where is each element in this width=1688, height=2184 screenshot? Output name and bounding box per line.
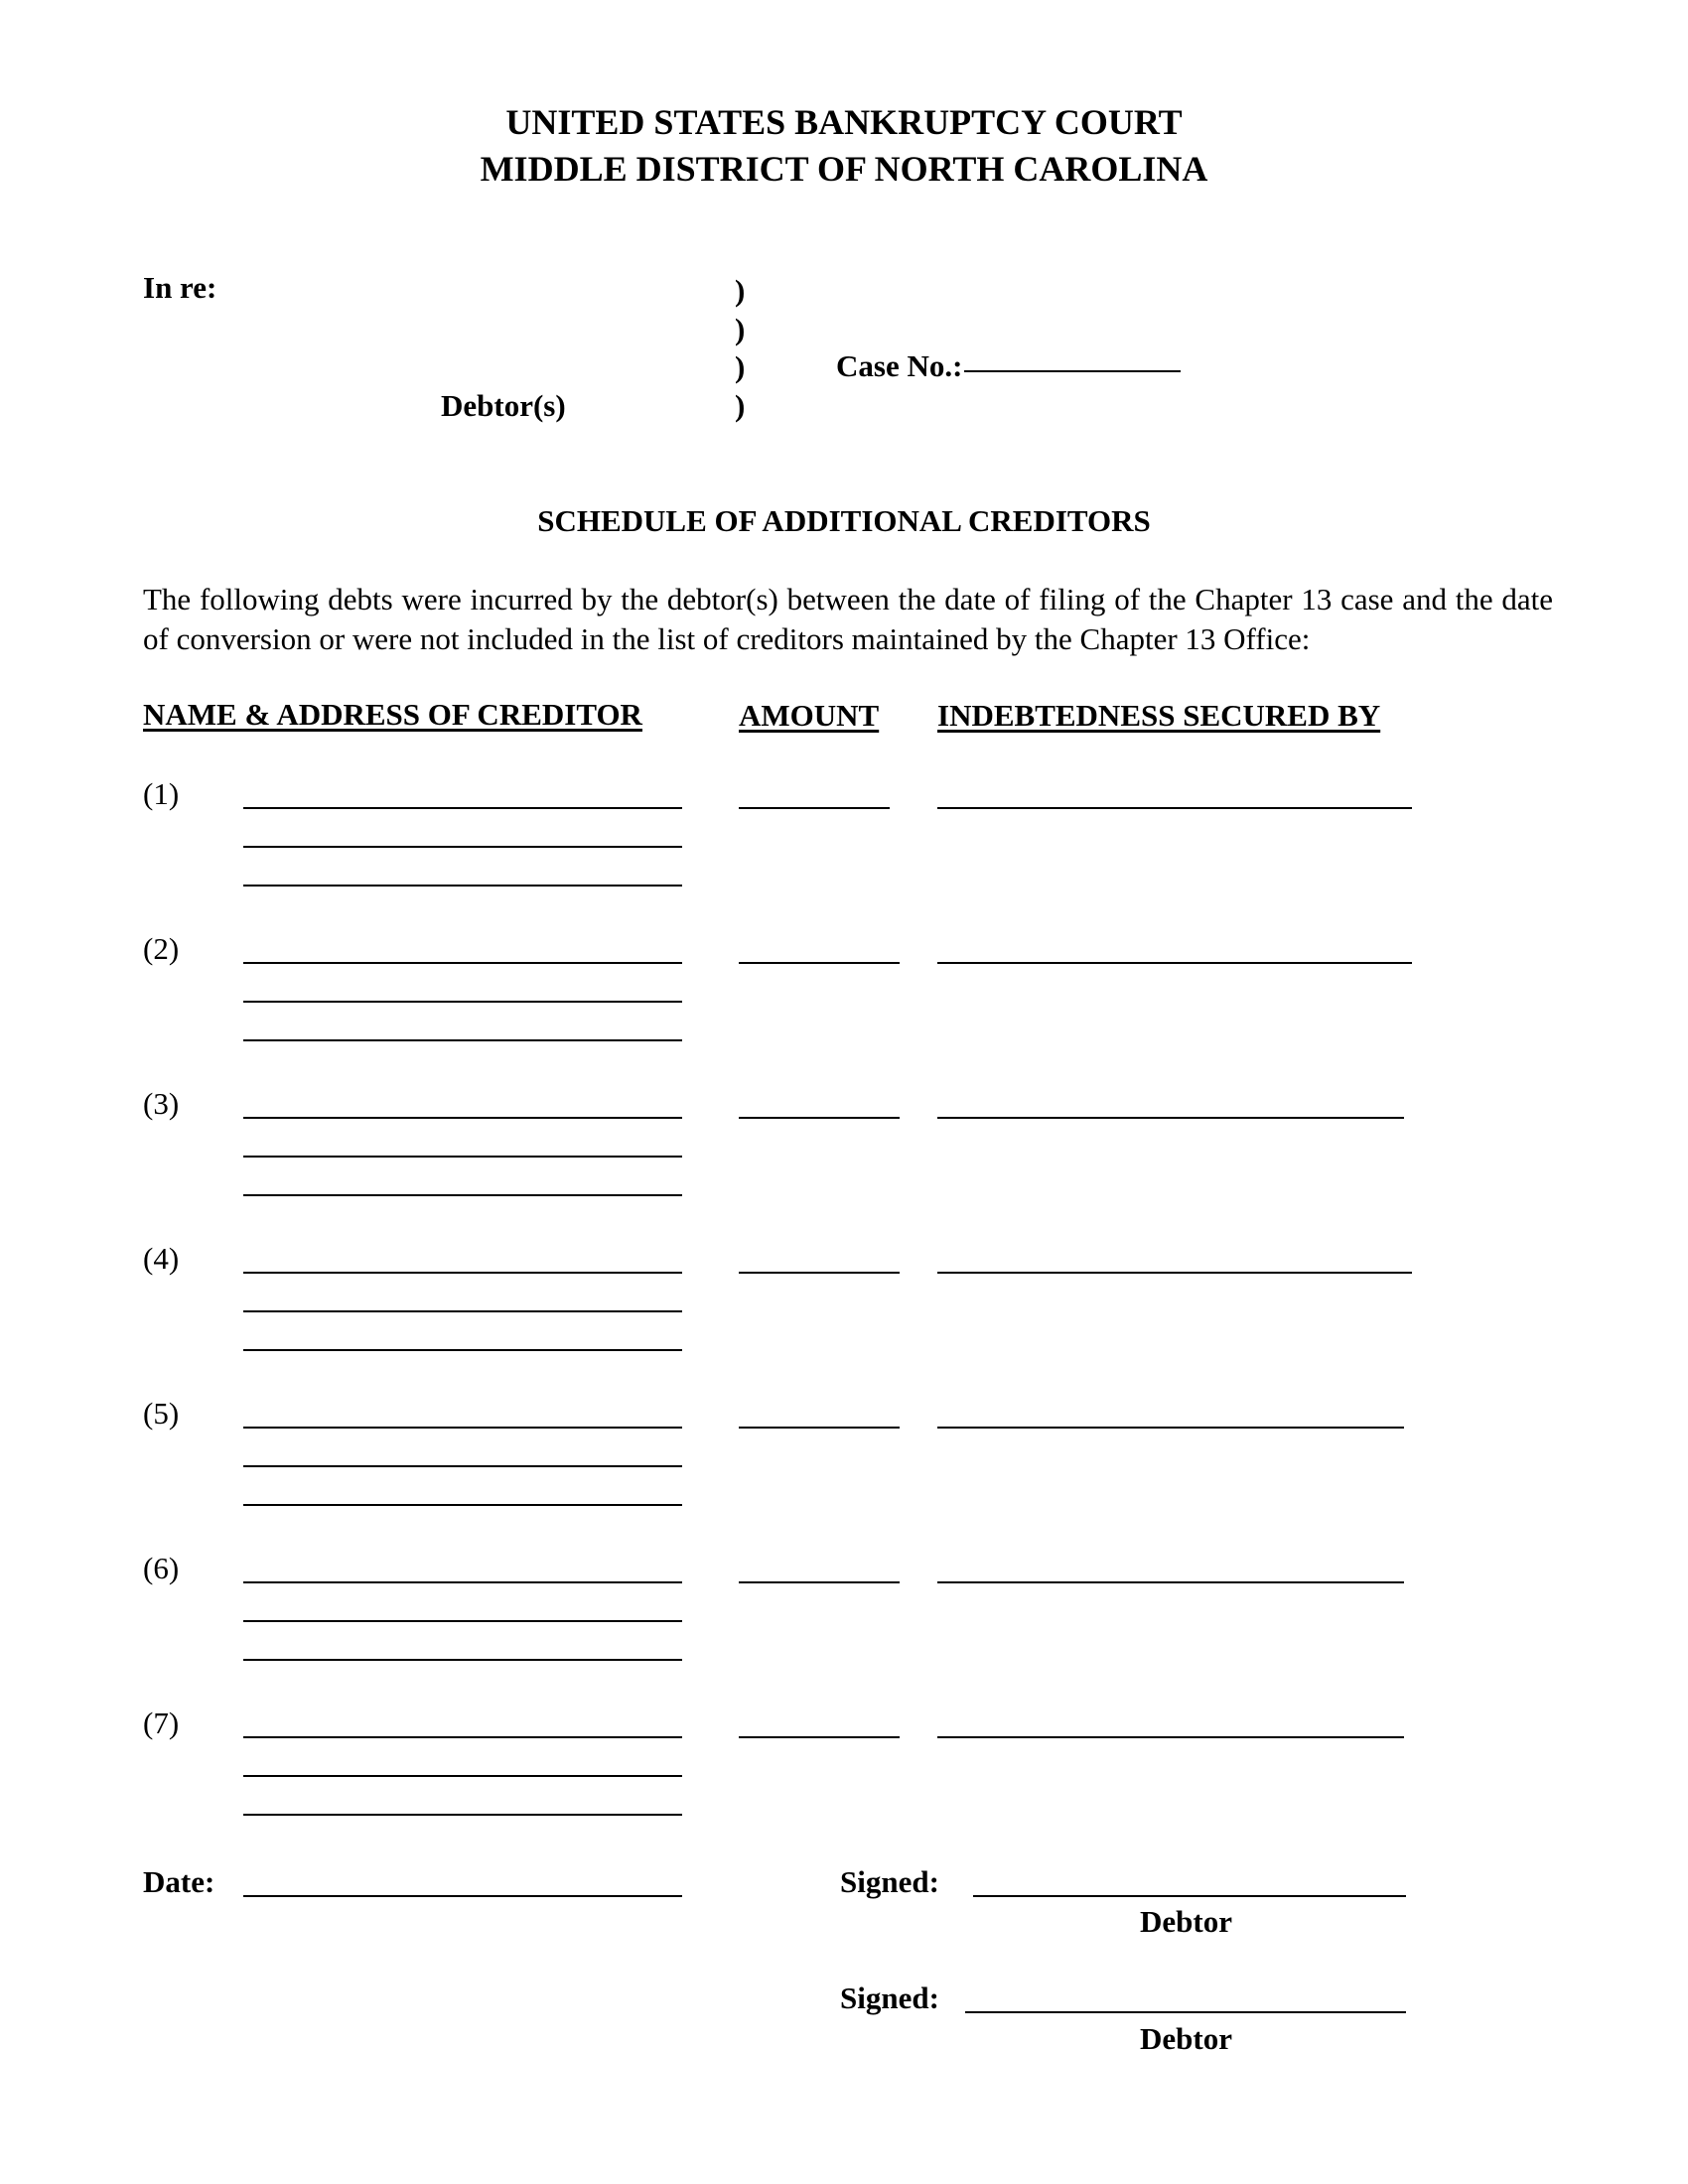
caption-paren-4: ) — [735, 388, 746, 423]
creditor-address-line[interactable] — [243, 1156, 682, 1158]
creditor-address-line[interactable] — [243, 1659, 682, 1661]
amount-line[interactable] — [739, 1117, 900, 1119]
entry-number: (1) — [143, 776, 180, 811]
in-re-label: In re: — [143, 270, 217, 305]
schedule-title: SCHEDULE OF ADDITIONAL CREDITORS — [537, 503, 1151, 538]
creditor-address-line[interactable] — [243, 1504, 682, 1506]
caption-paren-1: ) — [735, 273, 746, 308]
column-header-amount: AMOUNT — [739, 698, 880, 733]
entry-number: (5) — [143, 1396, 180, 1431]
entry-number: (2) — [143, 931, 180, 966]
secured-by-line[interactable] — [937, 1427, 1404, 1429]
amount-line[interactable] — [739, 807, 890, 809]
debtor-signature-label-2: Debtor — [1140, 2021, 1232, 2056]
amount-line[interactable] — [739, 1272, 900, 1274]
secured-by-line[interactable] — [937, 1272, 1412, 1274]
amount-line[interactable] — [739, 962, 900, 964]
date-label: Date: — [143, 1864, 215, 1899]
entry-number: (7) — [143, 1706, 180, 1740]
creditor-name-line[interactable] — [243, 1272, 682, 1274]
caption-paren-3: ) — [735, 349, 746, 384]
creditor-address-line[interactable] — [243, 1814, 682, 1816]
creditor-name-line[interactable] — [243, 1427, 682, 1429]
creditor-address-line[interactable] — [243, 1465, 682, 1467]
entry-number: (4) — [143, 1241, 180, 1276]
creditor-address-line[interactable] — [243, 1194, 682, 1196]
signature-line-2[interactable] — [965, 2011, 1406, 2013]
creditor-name-line[interactable] — [243, 1117, 682, 1119]
debtor-signature-label-1: Debtor — [1140, 1904, 1232, 1939]
amount-line[interactable] — [739, 1427, 900, 1429]
amount-line[interactable] — [739, 1581, 900, 1583]
case-number-label: Case No.: — [836, 348, 963, 383]
district-name: MIDDLE DISTRICT OF NORTH CAROLINA — [480, 149, 1208, 189]
secured-by-line[interactable] — [937, 962, 1412, 964]
secured-by-line[interactable] — [937, 1736, 1404, 1738]
amount-line[interactable] — [739, 1736, 900, 1738]
creditor-address-line[interactable] — [243, 885, 682, 887]
creditor-address-line[interactable] — [243, 1775, 682, 1777]
creditor-address-line[interactable] — [243, 1039, 682, 1041]
case-number-field[interactable] — [836, 348, 1181, 384]
court-name: UNITED STATES BANKRUPTCY COURT — [505, 102, 1183, 142]
creditor-name-line[interactable] — [243, 962, 682, 964]
creditor-address-line[interactable] — [243, 1620, 682, 1622]
creditor-name-line[interactable] — [243, 807, 682, 809]
creditor-name-line[interactable] — [243, 1736, 682, 1738]
debtor-caption-label: Debtor(s) — [441, 388, 566, 423]
creditor-address-line[interactable] — [243, 846, 682, 848]
column-header-name-address: NAME & ADDRESS OF CREDITOR — [143, 697, 642, 732]
entry-number: (6) — [143, 1551, 180, 1585]
date-line[interactable] — [243, 1895, 682, 1897]
creditor-address-line[interactable] — [243, 1001, 682, 1003]
creditor-address-line[interactable] — [243, 1310, 682, 1312]
signature-line-1[interactable] — [973, 1895, 1406, 1897]
secured-by-line[interactable] — [937, 1117, 1404, 1119]
secured-by-line[interactable] — [937, 1581, 1404, 1583]
case-number-line[interactable] — [964, 370, 1181, 372]
creditor-name-line[interactable] — [243, 1581, 682, 1583]
intro-paragraph: The following debts were incurred by the debtor(s) between the date of filing of the Chapter 13 case and the date of conversion or were not included in the list of creditors maintained by the Chapter 13 Office: — [143, 582, 1553, 656]
column-header-secured-by: INDEBTEDNESS SECURED BY — [937, 698, 1381, 733]
signed-label-1: Signed: — [840, 1864, 939, 1899]
entry-number: (3) — [143, 1086, 180, 1121]
caption-paren-2: ) — [735, 312, 746, 346]
creditor-address-line[interactable] — [243, 1349, 682, 1351]
signed-label-2: Signed: — [840, 1980, 939, 2015]
secured-by-line[interactable] — [937, 807, 1412, 809]
